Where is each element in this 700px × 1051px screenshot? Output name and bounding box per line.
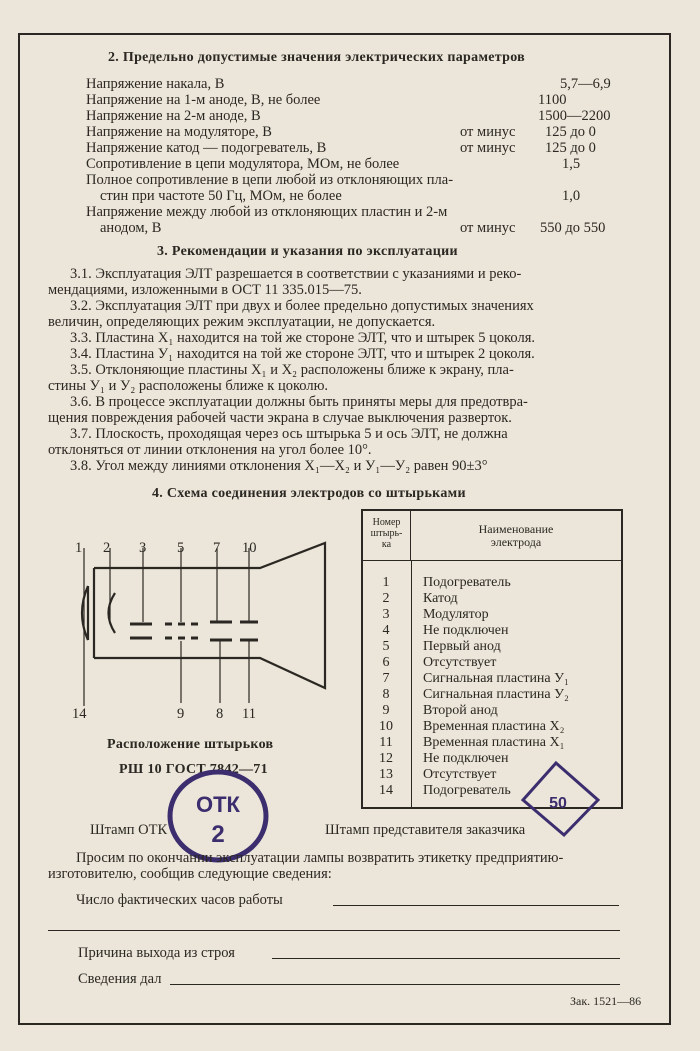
table-row <box>363 687 621 703</box>
base-key <box>82 586 88 640</box>
electrode-name: Подогреватель <box>423 575 511 590</box>
paragraph-line: отклоняться от линии отклонения на угол более 10°. <box>48 442 372 458</box>
field-label: Причина выхода из строя <box>78 945 235 961</box>
header-line: ка <box>381 539 392 550</box>
table-row <box>363 591 621 607</box>
section-3-title: 3. Рекомендации и указания по эксплуатации <box>157 244 458 259</box>
param-value: 1500—2200 <box>538 108 611 124</box>
table-row <box>363 655 621 671</box>
paragraph-line: 3.5. Отклоняющие пластины X₁ и X₂ расположены ближе к экрану, пла- <box>70 362 514 378</box>
header-line: электрода <box>490 535 542 549</box>
param-qualifier: от минус <box>460 140 516 156</box>
pin-label: 1 <box>75 540 83 556</box>
pin-number: 13 <box>379 767 393 782</box>
fill-line[interactable] <box>170 984 620 985</box>
pin-label: 10 <box>242 540 257 556</box>
electrode-name: Второй анод <box>423 703 498 718</box>
electrode-name: Сигнальная пластина У₁ <box>423 671 569 686</box>
electrode-name: Катод <box>423 591 458 606</box>
fill-line[interactable] <box>48 930 620 931</box>
paragraph-line: величин, определяющих режим эксплуатации, не допускается. <box>48 314 436 330</box>
paragraph-line: 3.4. Пластина У₁ находится на той же стороне ЭЛТ, что и штырек 2 цоколя. <box>70 346 535 362</box>
paragraph-line: 3.2. Эксплуатация ЭЛТ при двух и более предельно допустимых значениях <box>70 298 534 314</box>
otk-stamp-number: 2 <box>211 821 225 848</box>
customer-stamp-label: Штамп представителя заказчика <box>325 822 526 838</box>
param-qualifier: от минус <box>460 220 516 236</box>
table-header-name <box>411 511 621 561</box>
pin-label: 2 <box>103 540 111 556</box>
pin-label: 5 <box>177 540 185 556</box>
table-row <box>363 639 621 655</box>
electrode-name: Модулятор <box>423 607 489 622</box>
table-row <box>363 623 621 639</box>
field-label: Число фактических часов работы <box>76 892 283 908</box>
param-label: Напряжение на 2-м аноде, В <box>86 108 261 124</box>
param-label: стин при частоте 50 Гц, МОм, не более <box>100 188 342 204</box>
paragraph-line: 3.1. Эксплуатация ЭЛТ разрешается в соответствии с указаниями и реко- <box>70 266 522 282</box>
request-line: Просим по окончании эксплуатации лампы возвратить этикетку предприятию- <box>76 850 564 866</box>
param-label: Напряжение накала, В <box>86 76 225 92</box>
param-qualifier: от минус <box>460 124 516 140</box>
fill-line[interactable] <box>272 958 620 959</box>
otk-stamp-text: ОТК <box>196 792 240 817</box>
electrode-name: Временная пластина X₁ <box>423 735 565 750</box>
otk-stamp-label: Штамп ОТК <box>90 822 168 838</box>
param-value: 125 до 0 <box>545 140 596 156</box>
pin-number: 7 <box>382 671 390 686</box>
electrode-name: Сигнальная пластина У₂ <box>423 687 569 702</box>
customer-stamp-text: 50 <box>549 795 567 812</box>
pin-label: 14 <box>72 706 87 722</box>
param-label: Напряжение между любой из отклоняющих пластин и 2-м <box>86 204 448 220</box>
pin-label: 11 <box>242 706 256 722</box>
table-row <box>363 575 621 591</box>
order-number: Зак. 1521—86 <box>570 994 642 1008</box>
param-value: 125 до 0 <box>545 124 596 140</box>
pin-label: 7 <box>213 540 221 556</box>
pin-number: 8 <box>382 687 390 702</box>
pin-number: 2 <box>382 591 390 606</box>
paragraph-line: 3.8. Угол между линиями отклонения X₁—X₂ и У₁—У₂ равен 90±3° <box>70 458 488 474</box>
pin-number: 1 <box>382 575 390 590</box>
pin-label: 3 <box>139 540 147 556</box>
header-line: Номер <box>372 517 401 528</box>
paragraph-line: щения повреждения рабочей части экрана в случае выключения разверток. <box>48 410 512 426</box>
paragraph-line: 3.7. Плоскость, проходящая через ось штырька 5 и ось ЭЛТ, не должна <box>70 426 508 442</box>
param-label: анодом, В <box>100 220 162 236</box>
param-label: Сопротивление в цепи модулятора, МОм, не более <box>86 156 400 172</box>
tube-outline <box>94 543 325 688</box>
request-line: изготовителю, сообщив следующие сведения: <box>48 866 332 882</box>
pin-number: 5 <box>382 639 390 654</box>
pin-number: 14 <box>379 783 393 798</box>
param-value: 5,7—6,9 <box>560 76 611 92</box>
param-label: Напряжение на 1-м аноде, В, не более <box>86 92 321 108</box>
pin-number: 6 <box>382 655 390 670</box>
pin-number: 12 <box>379 751 393 766</box>
electrode-name: Отсутствует <box>423 655 497 670</box>
field-label: Сведения дал <box>78 971 162 987</box>
table-header-number <box>363 511 411 561</box>
electrode-name: Не подключен <box>423 623 509 638</box>
table-row <box>363 671 621 687</box>
param-label: Полное сопротивление в цепи любой из отклоняющих пла- <box>86 172 454 188</box>
pin-number: 10 <box>379 719 393 734</box>
paragraph-line: стины У₁ и У₂ расположены ближе к цоколю. <box>48 378 329 394</box>
electrode-name: Подогреватель <box>423 783 511 798</box>
paragraph-line: мендациями, изложенными в ОСТ 11 335.015—75. <box>48 282 362 298</box>
param-value: 1100 <box>538 92 567 108</box>
pin-number: 4 <box>382 623 390 638</box>
section-4-title: 4. Схема соединения электродов со штырьками <box>152 486 466 501</box>
pin-label: 9 <box>177 706 185 722</box>
table-row <box>363 703 621 719</box>
param-label: Напряжение катод — подогреватель, В <box>86 140 327 156</box>
header-line: штырь- <box>370 528 403 539</box>
param-label: Напряжение на модуляторе, В <box>86 124 272 140</box>
diagram-standard: РШ 10 ГОСТ 7842—71 <box>119 762 268 777</box>
pin-number: 11 <box>379 735 393 750</box>
electrode-name: Первый анод <box>423 639 501 654</box>
table-row <box>363 735 621 751</box>
electrode-name: Не подключен <box>423 751 509 766</box>
table-column-divider <box>411 561 412 807</box>
fill-line[interactable] <box>333 905 619 906</box>
table-row <box>363 719 621 735</box>
pin-number: 9 <box>382 703 390 718</box>
param-value: 1,0 <box>562 188 581 204</box>
param-value: 1,5 <box>562 156 581 172</box>
electrode-name: Временная пластина X₂ <box>423 719 565 734</box>
customer-stamp <box>520 760 602 838</box>
header-line: Наименование <box>478 522 554 536</box>
param-value: 550 до 550 <box>540 220 606 236</box>
section-2-title: 2. Предельно допустимые значения электрических параметров <box>108 50 526 65</box>
electrode-name: Отсутствует <box>423 767 497 782</box>
paragraph-line: 3.6. В процессе эксплуатации должны быть приняты меры для предотвра- <box>70 394 528 410</box>
diagram-caption: Расположение штырьков <box>107 737 274 752</box>
paragraph-line: 3.3. Пластина X₁ находится на той же стороне ЭЛТ, что и штырек 5 цоколя. <box>70 330 535 346</box>
table-row <box>363 607 621 623</box>
pin-layout-diagram <box>60 538 340 728</box>
pin-label: 8 <box>216 706 224 722</box>
pin-number: 3 <box>382 607 390 622</box>
